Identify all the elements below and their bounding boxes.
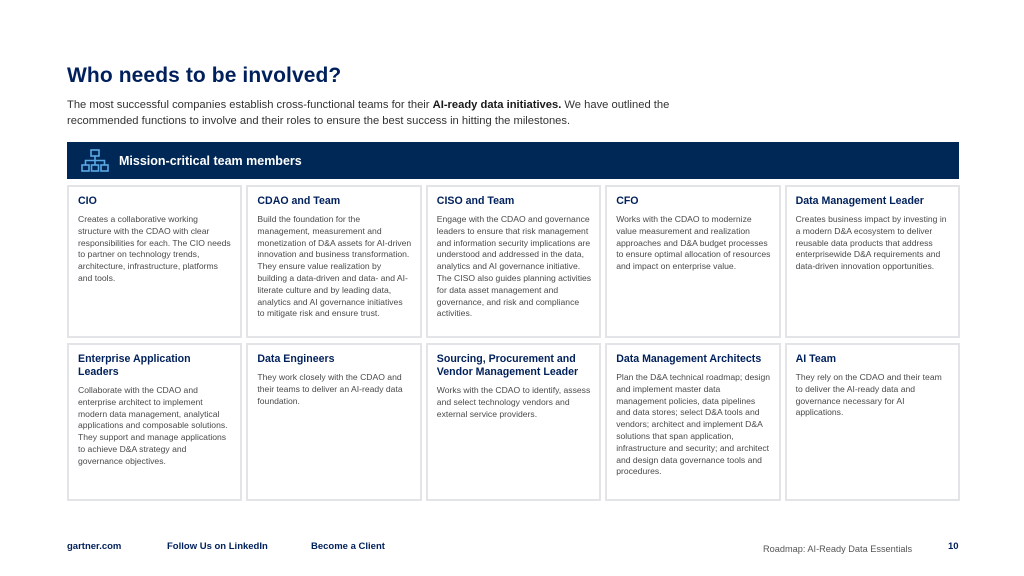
document-title: Roadmap: AI-Ready Data Essentials (763, 544, 913, 554)
card-body: They work closely with the CDAO and their teams to deliver an AI-ready data foundation. (257, 372, 403, 406)
page-title: Who needs to be involved? (67, 64, 342, 87)
intro-text-bold: AI-ready data initiatives. (432, 99, 562, 111)
team-cards-grid (67, 185, 960, 501)
page-footer (0, 540, 1024, 560)
page-number: 10 (948, 541, 959, 552)
org-chart-icon (81, 149, 109, 173)
card-title: AI Team (795, 353, 837, 365)
card-title: Enterprise Application Leaders (78, 353, 191, 378)
card-cdao-and-team (246, 185, 421, 338)
card-title: Sourcing, Procurement and Vendor Management Leader (436, 353, 579, 378)
card-sourcing-procurement-vendor-management (426, 343, 601, 501)
card-cfo (605, 185, 780, 338)
linkedin-link[interactable]: Follow Us on LinkedIn (167, 541, 268, 552)
card-title: Data Management Leader (795, 195, 924, 207)
card-body: Works with the CDAO to identify, assess and select technology vendors and external service providers. (436, 385, 591, 419)
card-cio (67, 185, 242, 338)
team-members-banner (67, 142, 959, 179)
intro-paragraph (67, 97, 717, 129)
intro-text-start: The most successful companies establish cross-functional teams for their (67, 99, 433, 111)
card-ciso-and-team (426, 185, 601, 338)
card-body: Creates a collaborative working structure with the CDAO with clear responsibilities for each. The CIO needs to partner on technology trends, architecture, infrastructure, platforms and tools. (78, 214, 231, 283)
card-title: CIO (78, 195, 97, 207)
intro-text-end: We have outlined the recommended functions to involve and their roles to ensure the best success in hitting the milestones. (67, 99, 670, 127)
card-title: CISO and Team (436, 195, 515, 207)
card-data-management-architects (605, 343, 780, 501)
gartner-link[interactable]: gartner.com (67, 541, 122, 552)
card-title: Data Engineers (257, 353, 335, 365)
card-body: Creates business impact by investing in a modern D&A ecosystem to deliver reusable data products that address enterprisewide D&A requirements and data-driven innovation opportunities. (795, 214, 947, 272)
card-enterprise-application-leaders (67, 343, 242, 501)
card-title: Data Management Architects (616, 353, 762, 365)
banner-label: Mission-critical team members (119, 153, 302, 168)
card-body: Build the foundation for the management, measurement and monetization of D&A assets for AI-driven innovation and business transformation. They ensure value realization by building a data-driven and data- and AI-literate culture and by leading data, analytics and AI governance initiatives to mitigate risk and ensure trust. (257, 214, 412, 319)
card-body: They rely on the CDAO and their team to deliver the AI-ready data and governance necessary for AI applications. (795, 372, 942, 418)
card-data-management-leader (785, 185, 960, 338)
card-body: Works with the CDAO to modernize value measurement and realization approaches and D&A budget processes to ensure optimal allocation of resources and impact on enterprise value. (616, 214, 771, 272)
card-title: CDAO and Team (257, 195, 341, 207)
card-data-engineers (246, 343, 421, 501)
card-title: CFO (616, 195, 639, 207)
card-body: Engage with the CDAO and governance leaders to ensure that risk management and information security implications are understood and addressed in the data, analytics and AI governance initiative. The CISO also guides planning activities for data asset management and governance, and risk and compliance activities. (436, 214, 592, 319)
become-client-link[interactable]: Become a Client (311, 541, 385, 552)
card-body: Collaborate with the CDAO and enterprise architect to implement modern data management, analytical applications and composable solutions. They support and manage applications to achieve D&A strategy and governance objectives. (78, 385, 228, 466)
card-ai-team (785, 343, 960, 501)
card-body: Plan the D&A technical roadmap; design and implement master data management policies, data pipelines and data stores; select D&A tools and vendors; architect and implement D&A solutions that span application, infrastructure and security; and architect and design data governance tools and procedures. (616, 372, 771, 477)
